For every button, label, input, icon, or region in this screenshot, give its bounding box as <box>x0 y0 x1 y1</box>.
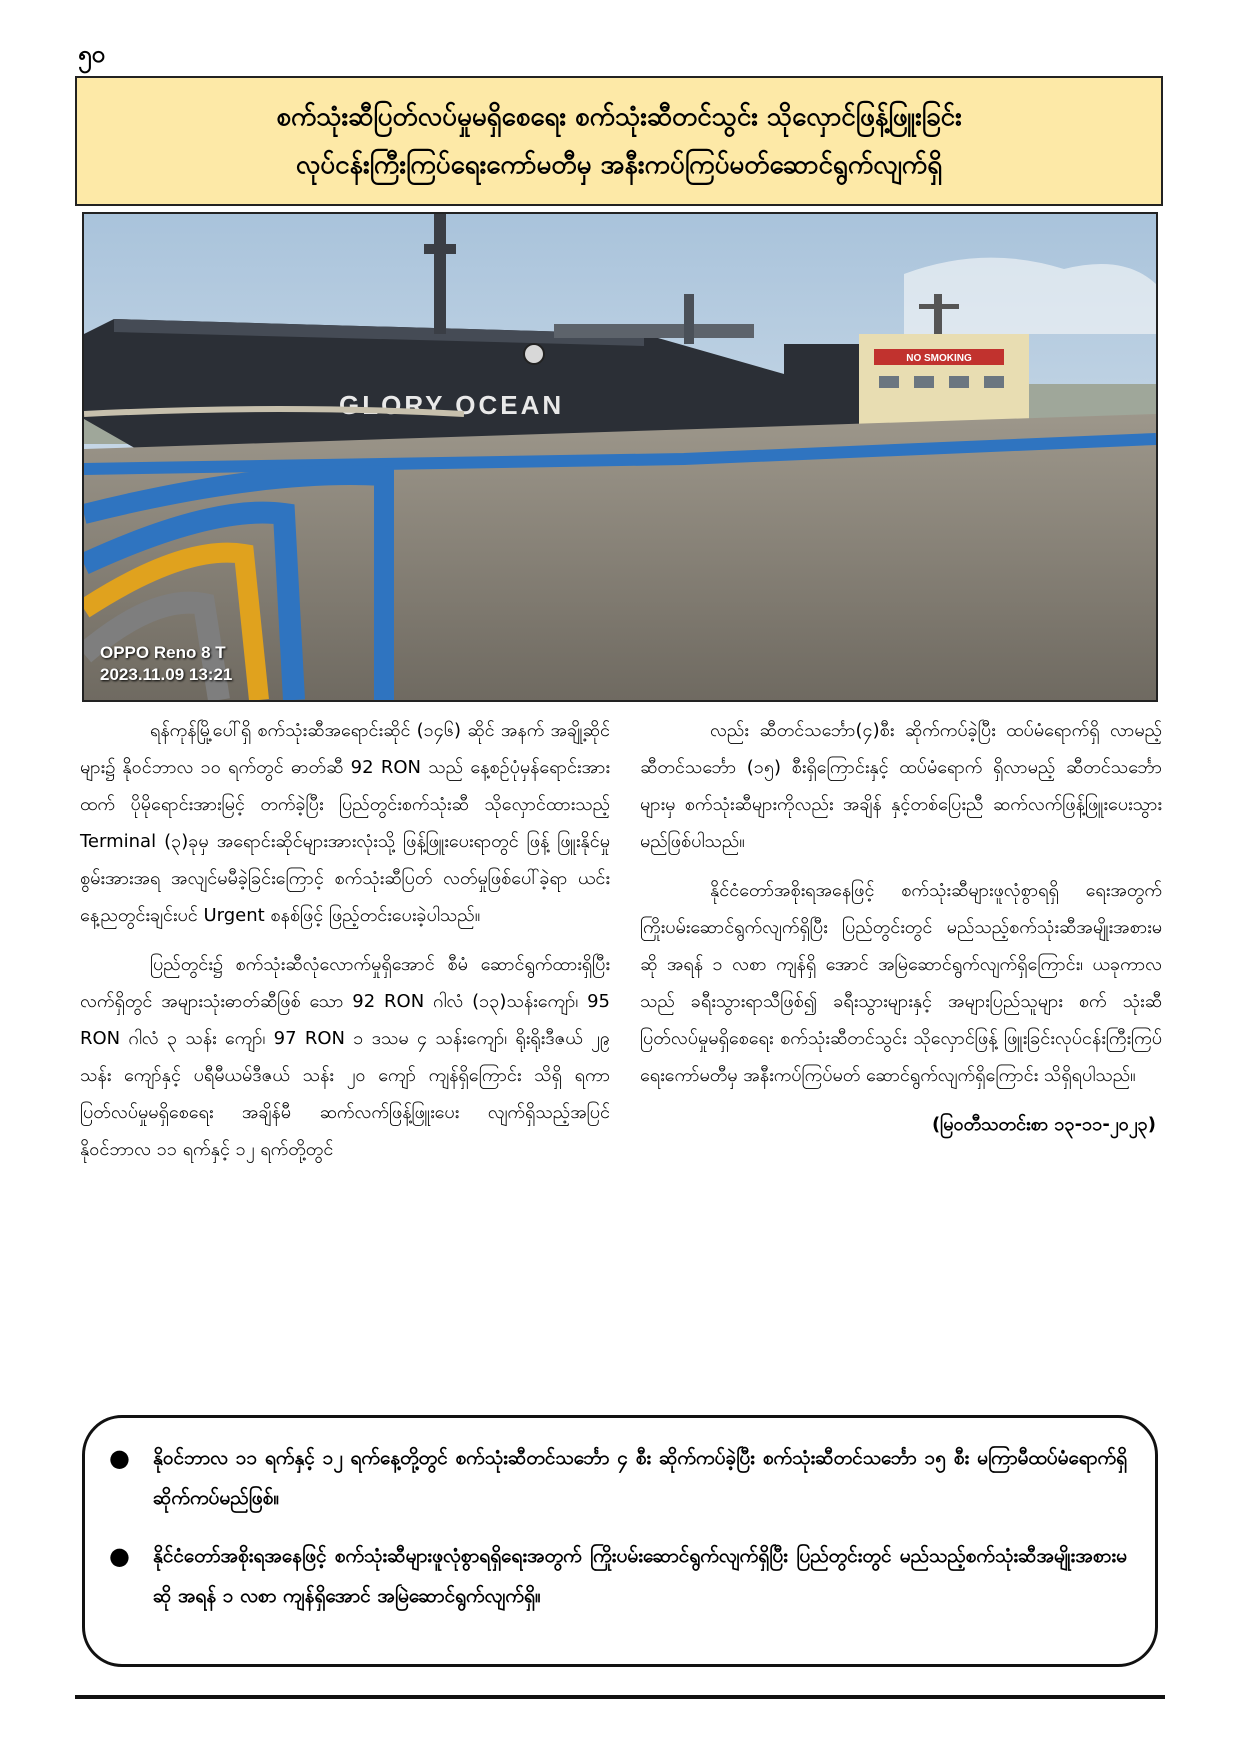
photo-illustration <box>84 214 1156 700</box>
summary-text: နိုင်ငံတော်အစိုးရအနေဖြင့် စက်သုံးဆီများဖူလုံစွာရရှိရေးအတွက် ကြိုးပမ်းဆောင်ရွက်လျက်ရှိပြီး ပြည်တွင်းတွင် မည်သည့်စက်သုံးဆီအမျိုးအစားမဆို အရန် ၁ လစာ ကျန်ရှိအောင် အမြဲဆောင်ရွက်လျက်ရှိ။ <box>153 1545 1127 1607</box>
article-paragraph: ရန်ကုန်မြို့ပေါ်ရှိ စက်သုံးဆီအရောင်းဆိုင် (၁၄၆) ဆိုင် အနက် အချို့ဆိုင်များ၌ နိုဝင်ဘာလ ၁၀ ရက်တွင် ဓာတ်ဆီ 92 RON သည် နေ့စဉ်ပုံမှန်ရောင်းအားထက် ပိုမိုရောင်းအားမြင့် တက်ခဲ့ပြီး ပြည်တွင်းစက်သုံးဆီ သိုလှောင်ထားသည့် Terminal (၃)ခုမှ အရောင်းဆိုင်များအားလုံးသို့ ဖြန့်ဖြူးပေးရာတွင် ဖြန့် ဖြူးနိုင်မှုစွမ်းအားအရ အလျင်မမီခဲ့ခြင်းကြောင့် စက်သုံးဆီပြတ် လတ်မှုဖြစ်ပေါ်ခဲ့ရာ ယင်းနေ့ညတွင်းချင်းပင် Urgent စနစ်ဖြင့် ဖြည့်တင်းပေးခဲ့ပါသည်။ <box>80 720 610 926</box>
tanker-ship-photo <box>82 212 1158 702</box>
no-smoking-sign-text: NO SMOKING <box>906 353 972 364</box>
page-number: ၅၀ <box>78 40 105 68</box>
ship-mast <box>434 214 446 334</box>
bottom-divider <box>75 1695 1165 1699</box>
summary-item <box>109 1438 1127 1518</box>
photo-timestamp <box>100 642 232 686</box>
summary-item <box>109 1536 1127 1616</box>
summary-box <box>82 1415 1158 1667</box>
article-left-column <box>80 712 610 1180</box>
summary-text: နိုဝင်ဘာလ ၁၁ ရက်နှင့် ၁၂ ရက်နေ့တို့တွင် စက်သုံးဆီတင်သင်္ဘော ၄ စီး ဆိုက်ကပ်ခဲ့ပြီး စက်သုံးဆီတင်သင်္ဘော ၁၅ စီး မကြာမီထပ်မံရောက်ရှိဆိုက်ကပ်မည်ဖြစ်။ <box>153 1447 1127 1509</box>
ship-name: GLORY OCEAN <box>339 390 565 420</box>
article-source: (မြဝတီသတင်းစာ ၁၃-၁၁-၂၀၂၃) <box>931 1114 1156 1135</box>
article-right-column <box>640 712 1162 1143</box>
photo-date-label: 2023.11.09 13:21 <box>100 665 233 684</box>
article-paragraph: နိုင်ငံတော်အစိုးရအနေဖြင့် စက်သုံးဆီများဖူလုံစွာရရှိ ရေးအတွက် ကြိုးပမ်းဆောင်ရွက်လျက်ရှိပြီး ပြည်တွင်းတွင် မည်သည့်စက်သုံးဆီအမျိုးအစားမဆို အရန် ၁ လစာ ကျန်ရှိ အောင် အမြဲဆောင်ရွက်လျက်ရှိကြောင်း၊ ယခုကာလသည် ခရီးသွားရာသီဖြစ်၍ ခရီးသွားများနှင့် အများပြည်သူများ စက် သုံးဆီပြတ်လပ်မှုမရှိစေရေး စက်သုံးဆီတင်သွင်း သိုလှောင်ဖြန့် ဖြူးခြင်းလုပ်ငန်းကြီးကြပ်ရေးကော်မတီမှ အနီးကပ်ကြပ်မတ် ဆောင်ရွက်လျက်ရှိကြောင်း သိရှိရပါသည်။ <box>640 880 1162 1086</box>
photo-device-label: OPPO Reno 8 T <box>100 643 226 662</box>
article-paragraph: ပြည်တွင်း၌ စက်သုံးဆီလုံလောက်မှုရှိအောင် စီမံ ဆောင်ရွက်ထားရှိပြီး လက်ရှိတွင် အများသုံးဓာတ်ဆီဖြစ် သော 92 RON ဂါလံ (၁၃)သန်းကျော်၊ 95 RON ဂါလံ ၃ သန်း ကျော်၊ 97 RON ၁ ဒသမ ၄ သန်းကျော်၊ ရိုးရိုးဒီဇယ် ၂၉ သန်း ကျော်နှင့် ပရီမီယမ်ဒီဇယ် သန်း ၂၀ ကျော် ကျန်ရှိကြောင်း သိရှိ ရကာ ပြတ်လပ်မှုမရှိစေရေး အချိန်မီ ဆက်လက်ဖြန့်ဖြူးပေး လျက်ရှိသည့်အပြင် နိုဝင်ဘာလ ၁၁ ရက်နှင့် ၁၂ ရက်တို့တွင် <box>80 954 610 1160</box>
article-paragraph: လည်း ဆီတင်သင်္ဘော(၄)စီး ဆိုက်ကပ်ခဲ့ပြီး ထပ်မံရောက်ရှိ လာမည့် ဆီတင်သင်္ဘော (၁၅) စီးရှိကြောင်းနှင့် ထပ်မံရောက် ရှိလာမည့် ဆီတင်သင်္ဘောများမှ စက်သုံးဆီများကိုလည်း အချိန် နှင့်တစ်ပြေးညီ ဆက်လက်ဖြန့်ဖြူးပေးသွားမည်ဖြစ်ပါသည်။ <box>640 720 1162 852</box>
headline-box <box>75 76 1163 206</box>
bullet-icon: ● <box>109 1444 130 1472</box>
headline-line-2: လုပ်ငန်းကြီးကြပ်ရေးကော်မတီမှ အနီးကပ်ကြပ်မတ်ဆောင်ရွက်လျက်ရှိ <box>295 150 943 180</box>
bullet-icon: ● <box>109 1542 130 1570</box>
headline-line-1: စက်သုံးဆီပြတ်လပ်မှုမရှိစေရေး စက်သုံးဆီတင်သွင်း သိုလှောင်ဖြန့်ဖြူးခြင်း <box>276 102 962 132</box>
